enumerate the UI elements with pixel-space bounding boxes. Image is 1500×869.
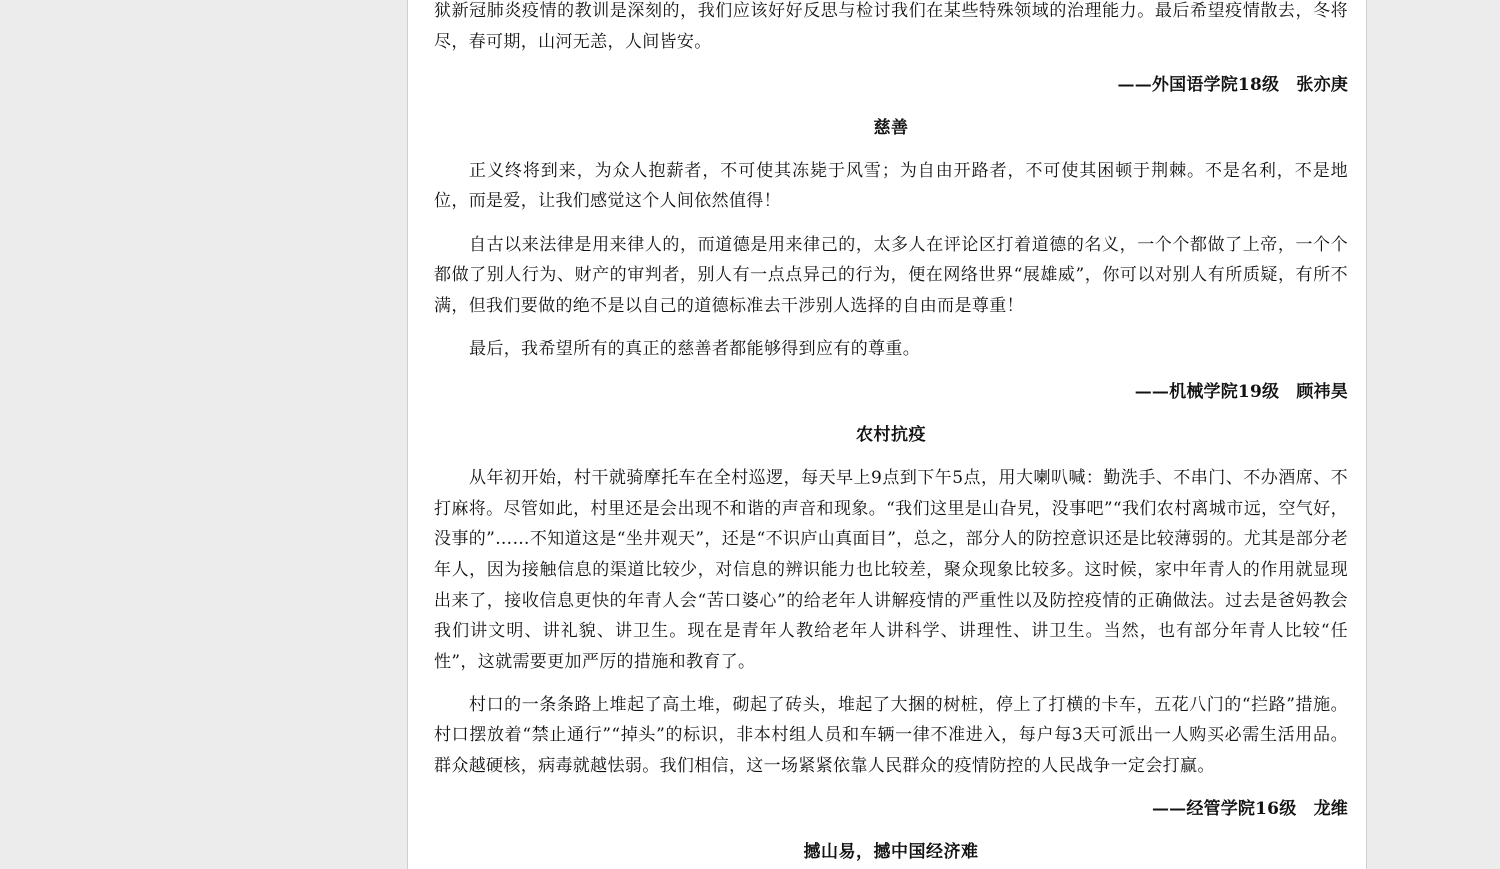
paragraph: 自古以来法律是用来律人的，而道德是用来律己的，太多人在评论区打着道德的名义，一个个都做了上帝，一个个都做了别人行为、财产的审判者，别人有一点点异己的行为，便在网络世界“展雄威”，你可以对别人有所质疑，有所不满，但我们要做的绝不是以自己的道德标准去干涉别人选择的自由而是尊重！	[434, 234, 1348, 316]
page-content	[434, 0, 1348, 869]
document-page	[407, 0, 1367, 869]
author-signature: ——机械学院19级 顾祎昊	[1134, 381, 1348, 402]
section-heading: 慈善	[873, 117, 909, 138]
section-heading: 农村抗疫	[856, 425, 926, 446]
author-signature: ——经管学院16级 龙维	[1151, 799, 1348, 820]
paragraph: 正义终将到来，为众人抱薪者，不可使其冻毙于风雪；为自由开路者，不可使其困顿于荆棘。不是名利，不是地位，而是爱，让我们感觉这个人间依然值得！	[434, 160, 1348, 212]
section-heading: 撼山易，撼中国经济难	[803, 842, 979, 863]
author-signature: ——外国语学院18级 张亦庚	[1117, 74, 1348, 95]
paragraph: 狱新冠肺炎疫情的教训是深刻的，我们应该好好反思与检讨我们在某些特殊领域的治理能力。最后希望疫情散去，冬将尽，春可期，山河无恙，人间皆安。	[434, 1, 1348, 52]
paragraph: 从年初开始，村干就骑摩托车在全村巡逻，每天早上9点到下午5点，用大喇叭喊：勤洗手、不串门、不办酒席、不打麻将。尽管如此，村里还是会出现不和谐的声音和现象。“我们这里是山旮旯，没事吧”“我们农村离城市远，空气好，没事的”……不知道这是“坐井观天”，还是“不识庐山真面目”，总之，部分人的防控意识还是比较薄弱的。尤其是部分老年人，因为接触信息的渠道比较少，对信息的辨识能力也比较差，聚众现象比较多。这时候，家中年青人的作用就显现出来了，接收信息更快的年青人会“苦口婆心”的给老年人讲解疫情的严重性以及防控疫情的正确做法。过去是爸妈教会我们讲文明、讲礼貌、讲卫生。现在是青年人教给老年人讲科学、讲理性、讲卫生。当然，也有部分年青人比较“任性”，这就需要更加严厉的措施和教育了。	[434, 468, 1348, 672]
paragraph: 村口的一条条路上堆起了高土堆，砌起了砖头，堆起了大捆的树桩，停上了打横的卡车，五花八门的“拦路”措施。村口摆放着“禁止通行”“掉头”的标识，非本村组人员和车辆一律不准进入，每户每3天可派出一人购买必需生活用品。群众越硬核，病毒就越怯弱。我们相信，这一场紧紧依靠人民群众的疫情防控的人民战争一定会打赢。	[434, 694, 1348, 776]
paragraph: 最后，我希望所有的真正的慈善者都能够得到应有的尊重。	[469, 338, 921, 359]
